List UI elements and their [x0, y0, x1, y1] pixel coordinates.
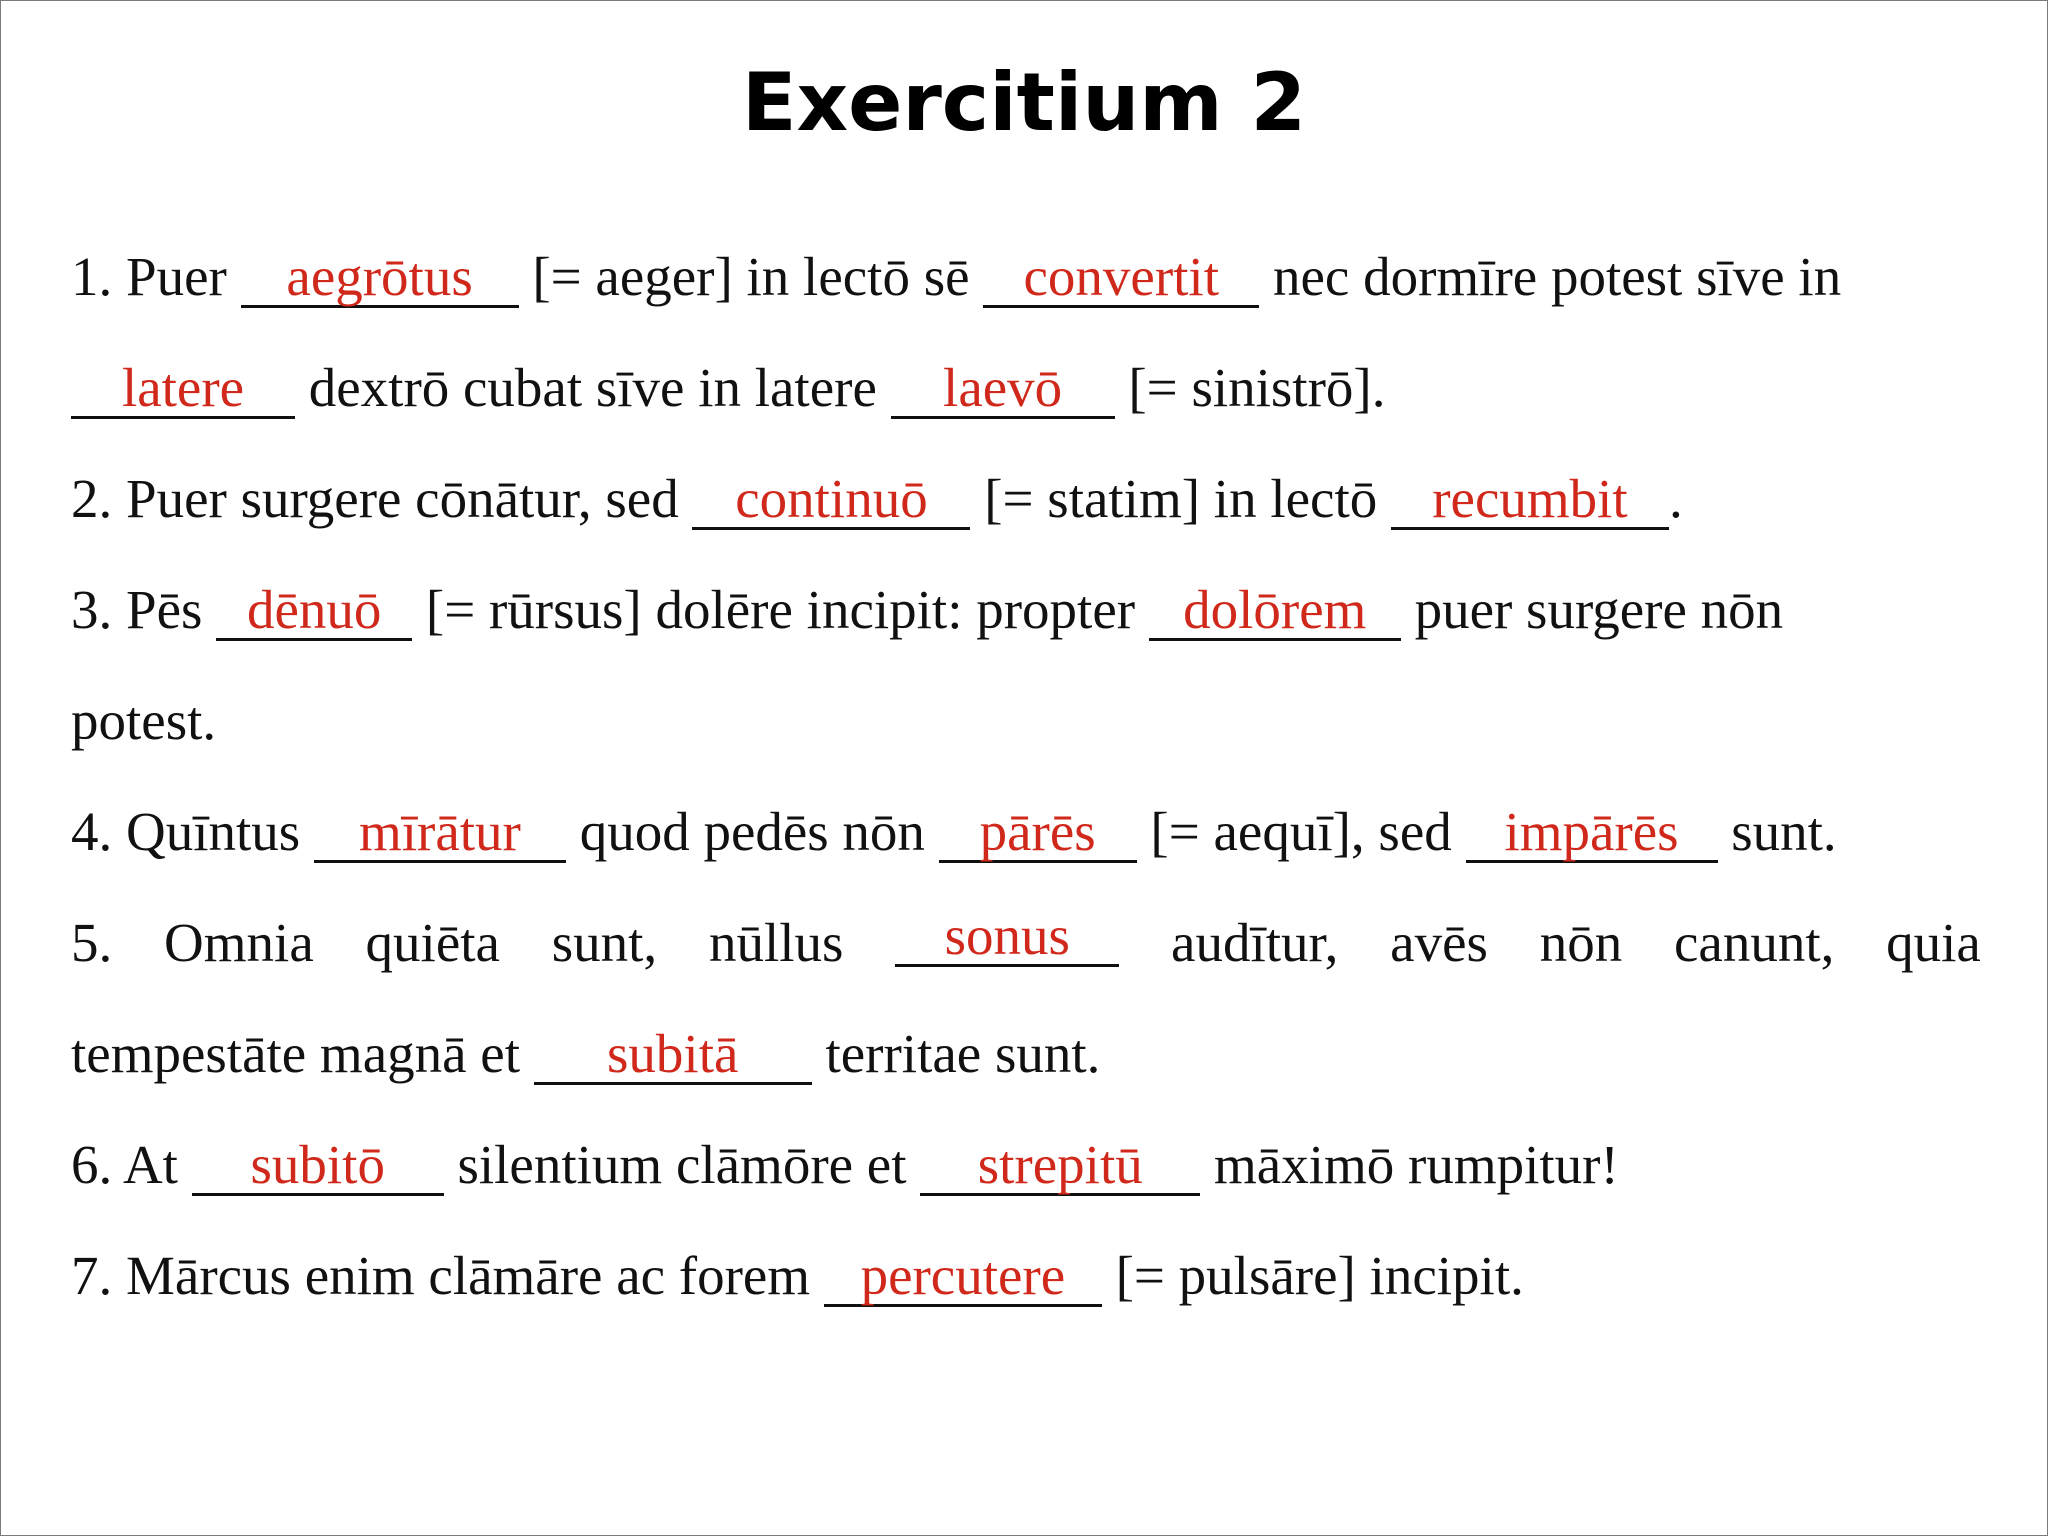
answer: sonus [944, 905, 1070, 966]
answer-blank [192, 1134, 444, 1196]
page-title: Exercitium 2 [741, 56, 1307, 149]
word: avēs [1390, 912, 1488, 973]
text: tempestāte magnā et [71, 1023, 534, 1084]
text: māximō rumpitur! [1200, 1134, 1619, 1195]
answer: convertit [1023, 246, 1219, 307]
answer: aegrōtus [286, 246, 473, 307]
text: [= aequī], sed [1136, 801, 1466, 862]
text: sunt. [1717, 801, 1837, 862]
answer: strepitū [977, 1134, 1143, 1195]
word: quia [1886, 912, 1981, 973]
text: quod pedēs nōn [565, 801, 939, 862]
answer: latere [121, 357, 245, 418]
word: Omnia [164, 912, 314, 973]
word: canunt, [1674, 912, 1835, 973]
text: territae sunt. [811, 1023, 1101, 1084]
text: . [1668, 468, 1683, 529]
answer-blank [71, 357, 295, 419]
text: dextrō cubat sīve in latere [295, 357, 891, 418]
answer-blank [939, 801, 1137, 863]
answer-blank [1466, 801, 1718, 863]
exercise-line-5b [71, 1019, 1981, 1089]
answer-blank [314, 801, 566, 863]
answer-blank [1391, 468, 1669, 530]
answer-blank [895, 905, 1119, 967]
answer-blank [891, 357, 1115, 419]
answer: impārēs [1504, 801, 1679, 862]
answer: dēnuō [246, 579, 382, 640]
exercise-line-4 [71, 797, 1981, 867]
answer-blank [1149, 579, 1401, 641]
answer: laevō [943, 357, 1063, 418]
answer: recumbit [1432, 468, 1628, 529]
text: potest. [71, 690, 217, 751]
word: sunt, [551, 912, 658, 973]
text: [= aeger] in lectō sē [518, 246, 984, 307]
answer: subitā [607, 1023, 739, 1084]
answer: pārēs [979, 801, 1096, 862]
text: 2. Puer surgere cōnātur, sed [71, 468, 693, 529]
answer-blank [824, 1245, 1102, 1307]
exercise-line-5a [71, 905, 1981, 978]
answer-blank [534, 1023, 812, 1085]
word: nūllus [708, 912, 844, 973]
answer: mīrātur [358, 801, 521, 862]
text: puer surgere nōn [1400, 579, 1784, 640]
answer-blank [983, 246, 1259, 308]
text: [= statim] in lectō [970, 468, 1391, 529]
exercise-line-2 [71, 464, 1981, 534]
exercise-line-7 [71, 1241, 1981, 1311]
text: 6. At [71, 1134, 192, 1195]
answer-blank [216, 579, 412, 641]
answer-blank [692, 468, 970, 530]
text: 1. Puer [71, 246, 241, 307]
answer: percutere [860, 1245, 1066, 1306]
answer-blank [241, 246, 519, 308]
text: [= rūrsus] dolēre incipit: propter [412, 579, 1149, 640]
text: [= pulsāre] incipit. [1101, 1245, 1524, 1306]
answer: subitō [250, 1134, 385, 1195]
exercise-line-3b [71, 686, 1981, 756]
exercise-line-6 [71, 1130, 1981, 1200]
text: 3. Pēs [71, 579, 217, 640]
text: 7. Mārcus enim clāmāre ac forem [71, 1245, 824, 1306]
word: quiēta [365, 912, 500, 973]
text: silentium clāmōre et [443, 1134, 921, 1195]
text: [= sinistrō]. [1114, 357, 1386, 418]
answer-blank [920, 1134, 1200, 1196]
word: audītur, [1171, 912, 1339, 973]
exercise-line-1a [71, 242, 1981, 312]
word: nōn [1539, 912, 1623, 973]
text: nec dormīre potest sīve in [1259, 246, 1842, 307]
answer: continuō [735, 468, 928, 529]
exercise-line-1b [71, 353, 1981, 423]
exercise-line-3a [71, 575, 1981, 645]
text: 4. Quīntus [71, 801, 314, 862]
word: 5. [71, 912, 113, 973]
answer: dolōrem [1183, 579, 1367, 640]
